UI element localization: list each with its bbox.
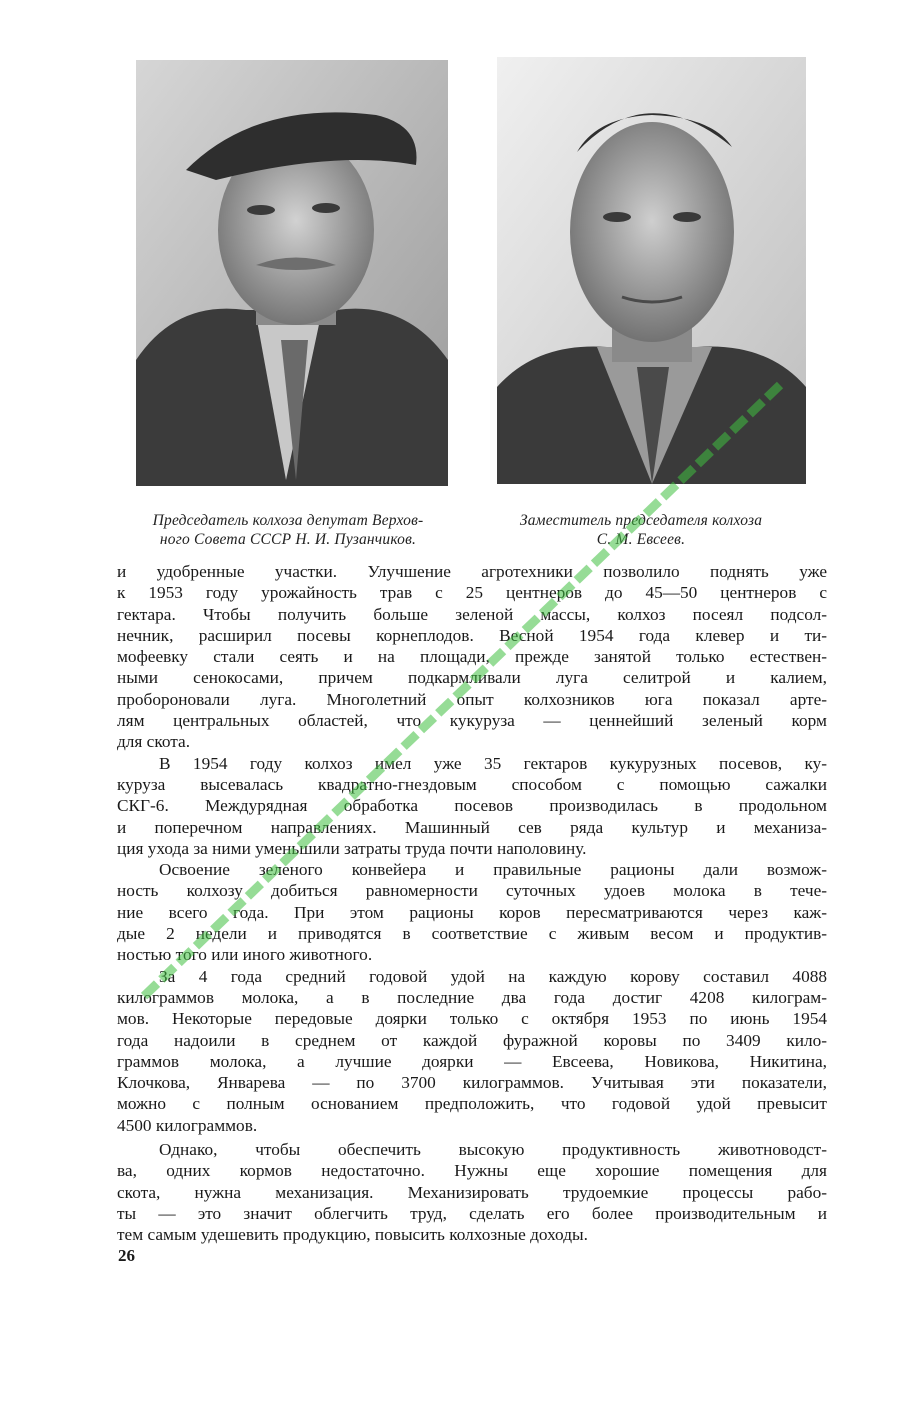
text-line: для скота. [117, 732, 191, 752]
text-line: можно с полным основанием предположить, что годовой удой превысит [117, 1094, 827, 1114]
text-line: дые 2 недели и приводятся в соответствие с живым весом и продуктив- [117, 924, 827, 944]
text-line: и поперечном направлениях. Машинный сев ряда культур и механиза- [117, 817, 827, 837]
body-text [117, 561, 827, 1246]
caption-right [486, 511, 796, 549]
page-number: 26 [118, 1246, 135, 1265]
paragraph [117, 561, 827, 753]
portrait-man-cap-icon [136, 60, 448, 486]
portrait-photo-left [136, 60, 448, 486]
portrait-photo-right [497, 57, 806, 484]
text-line: гектара. Чтобы получить больше зеленой массы, колхоз посеял подсол- [117, 604, 827, 624]
text-line: Однако, чтобы обеспечить высокую продуктивность животноводст- [159, 1140, 827, 1160]
text-line: куруза высевалась квадратно-гнездовым способом с помощью сажалки [117, 774, 827, 794]
text-line: В 1954 году колхоз имел уже 35 гектаров кукурузных посевов, ку- [159, 753, 827, 773]
text-line: нечник, расширил посевы корнеплодов. Весной 1954 года клевер и ти- [117, 625, 827, 645]
text-line: мофеевку стали сеять и на площади, прежде занятой только естествен- [117, 647, 827, 667]
text-line: ными сенокосами, причем подкармливали луга селитрой и калием, [117, 668, 827, 688]
caption-right-line: Заместитель председателя колхоза [519, 512, 763, 529]
text-line: мов. Некоторые передовые доярки только с октября 1953 по июнь 1954 [117, 1009, 827, 1029]
text-line: ностью того или иного животного. [117, 945, 373, 965]
text-line: Клочкова, Январева — по 3700 килограммов. Учитывая эти показатели, [117, 1073, 827, 1093]
text-line: граммов молока, а лучшие доярки — Евсеева, Новикова, Никитина, [117, 1051, 827, 1071]
text-line: ция ухода за ними уменьшили затраты труда почти наполовину. [117, 838, 587, 858]
caption-left-line: Председатель колхоза депутат Верхов- [152, 512, 424, 529]
paragraph [117, 753, 827, 859]
text-line: За 4 года средний годовой удой на каждую корову составил 4088 [159, 966, 827, 986]
text-line: 4500 килограммов. [117, 1115, 258, 1135]
paragraph [117, 1139, 827, 1245]
paragraph [117, 859, 827, 965]
text-line: ние всего года. При этом рационы коров пересматриваются через каж- [117, 902, 827, 922]
text-line: килограммов молока, а в последние два года достиг 4208 килограм- [117, 987, 827, 1007]
text-line: пробороновали луга. Многолетний опыт колхозников юга показал арте- [117, 689, 827, 709]
text-line: лям центральных областей, что кукуруза — ценнейший зеленый корм [117, 711, 827, 731]
caption-left [108, 511, 468, 549]
text-line: ты — это значит облегчить труд, сделать его более производительным и [117, 1203, 827, 1223]
text-line: и удобренные участки. Улучшение агротехники позволило поднять уже [117, 562, 827, 581]
text-line: скота, нужна механизация. Механизировать трудоемкие процессы рабо- [117, 1182, 827, 1202]
text-line: ва, одних кормов недостаточно. Нужны еще хорошие помещения для [117, 1161, 827, 1181]
text-line: Освоение зеленого конвейера и правильные рационы дали возмож- [159, 860, 827, 880]
portrait-man-icon [497, 57, 806, 484]
paragraph [117, 966, 827, 1136]
text-line: СКГ-6. Междурядная обработка посевов производилась в продольном [117, 796, 827, 816]
text-line: ность колхозу добиться равномерности суточных удоев молока в тече- [117, 881, 827, 901]
text-line: тем самым удешевить продукцию, повысить колхозные доходы. [117, 1225, 588, 1245]
caption-left-line: ного Совета СССР Н. И. Пузанчиков. [159, 531, 417, 548]
text-line: к 1953 году урожайность трав с 25 центнеров до 45—50 центнеров с [117, 583, 827, 603]
text-line: года надоили в среднем от каждой фуражной коровы по 3409 кило- [117, 1030, 827, 1050]
caption-right-line: С. М. Евсеев. [596, 531, 686, 548]
